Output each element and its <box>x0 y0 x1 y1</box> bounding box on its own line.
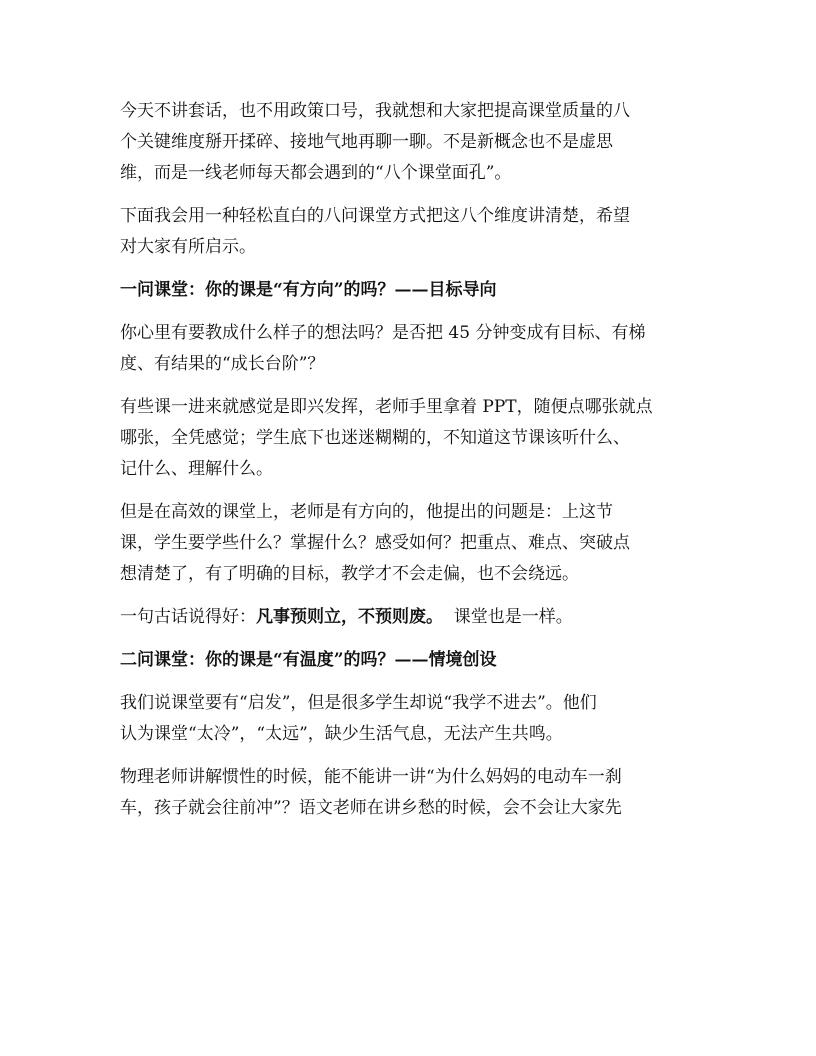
text-line: 但是在高效的课堂上，老师是有方向的，他提出的问题是：上这节 <box>120 502 613 522</box>
section-heading-2 <box>120 645 696 676</box>
text-line: 想清楚了，有了明确的目标，教学才不会走偏，也不会绕远。 <box>120 564 579 584</box>
text-line: 哪张，全凭感觉；学生底下也迷迷糊糊的，不知道这节课该听什么、 <box>120 428 630 448</box>
paragraph-improvised-class <box>120 392 696 485</box>
text-line: 认为课堂“太冷”，“太远”，缺少生活气息，无法产生共鸣。 <box>120 724 563 744</box>
paragraph-proverb <box>120 602 696 633</box>
proverb-tail: 课堂也是一样。 <box>443 607 573 627</box>
text-line: 物理老师讲解惯性的时候，能不能讲一讲“为什么妈妈的电动车一刹 <box>120 767 622 787</box>
text-line: 个关键维度掰开揉碎、接地气地再聊一聊。不是新概念也不是虚思 <box>120 132 613 152</box>
text-line: 有些课一进来就感觉是即兴发挥，老师手里拿着 PPT，随便点哪张就点 <box>120 397 653 417</box>
paragraph-intro <box>120 96 696 189</box>
text-line <box>120 602 696 633</box>
paragraph-efficient-class <box>120 497 696 590</box>
paragraph-preview <box>120 201 696 263</box>
text-line: 对大家有所启示。 <box>120 237 256 257</box>
proverb-bold: 凡事预则立，不预则废。 <box>256 607 443 627</box>
text-line: 今天不讲套话，也不用政策口号，我就想和大家把提高课堂质量的八 <box>120 101 630 121</box>
section-heading-1 <box>120 275 696 306</box>
text-line: 度、有结果的“成长台阶”？ <box>120 354 325 374</box>
text-line: 课，学生要学些什么？掌握什么？感受如何？把重点、难点、突破点 <box>120 533 630 553</box>
heading-text: 二问课堂：你的课是“有温度”的吗？——情境创设 <box>120 650 497 670</box>
text-line: 记什么、理解什么。 <box>120 459 273 479</box>
text-line: 维，而是一线老师每天都会遇到的“八个课堂面孔”。 <box>120 163 512 183</box>
paragraph-inspiration <box>120 688 696 750</box>
proverb-intro: 一句古话说得好： <box>120 607 256 627</box>
heading-text: 一问课堂：你的课是“有方向”的吗？——目标导向 <box>120 280 497 300</box>
text-line: 车，孩子就会往前冲”？语文老师在讲乡愁的时候，会不会让大家先 <box>120 798 622 818</box>
paragraph-goal-question <box>120 318 696 380</box>
text-line: 你心里有要教成什么样子的想法吗？是否把 45 分钟变成有目标、有梯 <box>120 323 646 343</box>
paragraph-physics-example <box>120 762 696 824</box>
text-line: 我们说课堂要有“启发”，但是很多学生却说“我学不进去”。他们 <box>120 693 597 713</box>
text-line: 下面我会用一种轻松直白的八问课堂方式把这八个维度讲清楚，希望 <box>120 206 630 226</box>
